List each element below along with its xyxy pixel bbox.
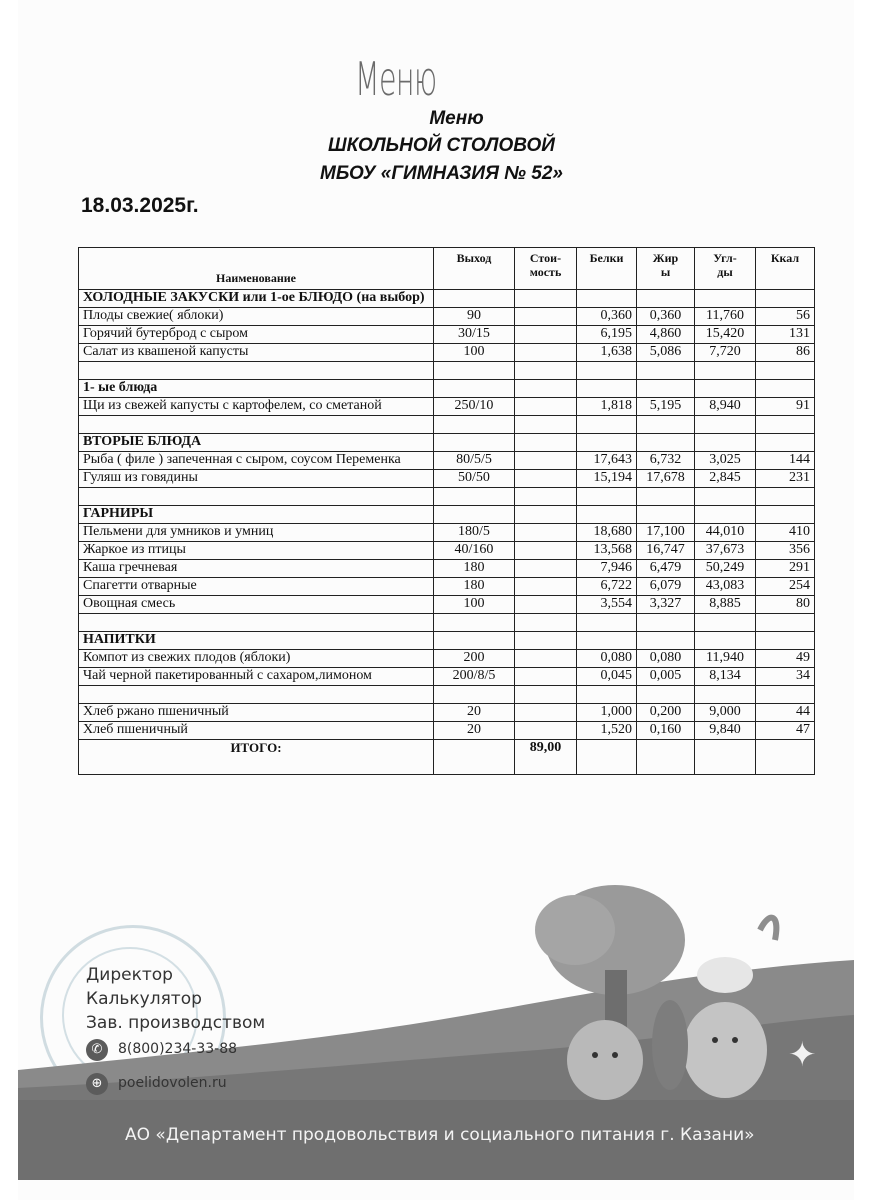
table-row [79,308,815,326]
dish-fat: 4,860 [637,326,695,344]
dish-name: Компот из свежих плодов (яблоки) [79,650,434,668]
dish-protein: 18,680 [577,524,637,542]
empty-cell [695,380,756,398]
dish-kcal: 34 [756,668,815,686]
dish-cost [515,470,577,488]
dish-fat: 0,005 [637,668,695,686]
dish-output: 20 [434,704,515,722]
dish-carbs: 3,025 [695,452,756,470]
dish-fat: 6,079 [637,578,695,596]
empty-cell [637,614,695,632]
total-row [79,740,815,775]
dish-fat: 0,200 [637,704,695,722]
dish-cost [515,344,577,362]
empty-cell [515,362,577,380]
dish-fat: 16,747 [637,542,695,560]
empty-cell [79,686,434,704]
dish-protein: 0,080 [577,650,637,668]
dish-carbs: 8,885 [695,596,756,614]
role-production-head: Зав. производством [86,1013,266,1033]
col-header-output: Выход [434,248,515,290]
table-row [79,470,815,488]
empty-cell [577,290,637,308]
table-row-blank [79,614,815,632]
empty-cell [695,614,756,632]
table-row [79,722,815,740]
table-section-row [79,506,815,524]
table-row [79,650,815,668]
mascot-illustration [520,870,820,1120]
dish-carbs: 7,720 [695,344,756,362]
empty-cell [695,686,756,704]
dish-name: Овощная смесь [79,596,434,614]
empty-cell [756,506,815,524]
empty-cell [79,488,434,506]
empty-cell [756,434,815,452]
dish-carbs: 2,845 [695,470,756,488]
empty-cell [637,506,695,524]
empty-cell [577,434,637,452]
empty-cell [434,416,515,434]
empty-cell [577,488,637,506]
star-decoration: ✦ [788,1037,817,1074]
dish-carbs: 9,840 [695,722,756,740]
total-label: ИТОГО: [79,740,434,775]
dish-kcal: 231 [756,470,815,488]
empty-cell [434,740,515,775]
dish-fat: 6,732 [637,452,695,470]
table-section-row [79,632,815,650]
phone-icon: ✆ [86,1039,108,1061]
dish-cost [515,542,577,560]
empty-cell [434,686,515,704]
dish-protein: 1,818 [577,398,637,416]
empty-cell [577,416,637,434]
table-section-row [79,380,815,398]
dish-cost [515,596,577,614]
table-row-blank [79,362,815,380]
dish-fat: 3,327 [637,596,695,614]
dish-carbs: 15,420 [695,326,756,344]
empty-cell [637,290,695,308]
dish-name: Салат из квашеной капусты [79,344,434,362]
dish-cost [515,578,577,596]
table-section-row [79,434,815,452]
dish-output: 200 [434,650,515,668]
page-subtitle: ШКОЛЬНОЙ СТОЛОВОЙ [328,135,555,156]
dish-name: Хлеб ржано пшеничный [79,704,434,722]
empty-cell [695,290,756,308]
role-calculator: Калькулятор [86,989,202,1009]
dish-kcal: 356 [756,542,815,560]
empty-cell [434,632,515,650]
footer-organization: АО «Департамент продовольствия и социального питания г. Казани» [125,1125,755,1145]
empty-cell [577,506,637,524]
empty-cell [637,686,695,704]
dish-protein: 3,554 [577,596,637,614]
table-row [79,596,815,614]
dish-carbs: 43,083 [695,578,756,596]
dish-name: Хлеб пшеничный [79,722,434,740]
table-row [79,452,815,470]
empty-cell [756,380,815,398]
empty-cell [756,686,815,704]
page-title: Меню [429,108,484,129]
empty-cell [79,362,434,380]
col-header-kcal: Ккал [756,248,815,290]
table-row [79,344,815,362]
table-row-blank [79,488,815,506]
dish-kcal: 131 [756,326,815,344]
total-cost: 89,00 [515,740,577,775]
empty-cell [434,614,515,632]
empty-cell [434,488,515,506]
empty-cell [756,740,815,775]
dish-kcal: 80 [756,596,815,614]
empty-cell [695,632,756,650]
dish-output: 90 [434,308,515,326]
table-section-row [79,290,815,308]
dish-protein: 6,195 [577,326,637,344]
col-header-carbs: Угл- ды [695,248,756,290]
dish-fat: 5,086 [637,344,695,362]
dish-protein: 0,045 [577,668,637,686]
contact-website: poelidovolen.ru [118,1075,227,1091]
dish-output: 80/5/5 [434,452,515,470]
empty-cell [79,416,434,434]
dish-cost [515,650,577,668]
dish-protein: 6,722 [577,578,637,596]
school-name: МБОУ «ГИМНАЗИЯ № 52» [320,163,563,184]
dish-carbs: 11,940 [695,650,756,668]
dish-name: Пельмени для умников и умниц [79,524,434,542]
dish-protein: 1,520 [577,722,637,740]
dish-protein: 1,638 [577,344,637,362]
table-row [79,326,815,344]
empty-cell [695,362,756,380]
dish-protein: 17,643 [577,452,637,470]
dish-cost [515,704,577,722]
dish-kcal: 254 [756,578,815,596]
dish-cost [515,668,577,686]
dish-output: 30/15 [434,326,515,344]
empty-cell [577,362,637,380]
dish-carbs: 50,249 [695,560,756,578]
dish-name: Жаркое из птицы [79,542,434,560]
table-row [79,668,815,686]
empty-cell [637,632,695,650]
dish-name: Щи из свежей капусты с картофелем, со сметаной [79,398,434,416]
table-row [79,398,815,416]
section-title: НАПИТКИ [79,632,434,650]
dish-fat: 0,160 [637,722,695,740]
dish-protein: 1,000 [577,704,637,722]
dish-carbs: 11,760 [695,308,756,326]
table-row [79,542,815,560]
dish-protein: 13,568 [577,542,637,560]
dish-output: 180 [434,560,515,578]
empty-cell [637,416,695,434]
handwritten-title: Меню [355,52,437,106]
col-header-cost: Стои- мость [515,248,577,290]
section-title: ГАРНИРЫ [79,506,434,524]
dish-carbs: 8,940 [695,398,756,416]
empty-cell [577,740,637,775]
dish-cost [515,326,577,344]
table-row [79,560,815,578]
dish-name: Горячий бутерброд с сыром [79,326,434,344]
empty-cell [695,416,756,434]
role-director: Директор [86,965,173,985]
dish-kcal: 144 [756,452,815,470]
dish-fat: 5,195 [637,398,695,416]
empty-cell [756,416,815,434]
dish-cost [515,398,577,416]
menu-date: 18.03.2025г. [81,194,199,217]
globe-icon: ⊕ [86,1073,108,1095]
dish-protein: 15,194 [577,470,637,488]
empty-cell [756,632,815,650]
empty-cell [434,290,515,308]
empty-cell [577,614,637,632]
dish-name: Гуляш из говядины [79,470,434,488]
menu-table [78,247,815,775]
dish-cost [515,560,577,578]
dish-output: 250/10 [434,398,515,416]
table-row [79,578,815,596]
empty-cell [756,614,815,632]
empty-cell [434,362,515,380]
dish-output: 40/160 [434,542,515,560]
dish-cost [515,722,577,740]
table-row [79,704,815,722]
section-title: ВТОРЫЕ БЛЮДА [79,434,434,452]
empty-cell [695,740,756,775]
dish-kcal: 49 [756,650,815,668]
empty-cell [515,380,577,398]
empty-cell [515,290,577,308]
empty-cell [637,380,695,398]
empty-cell [434,434,515,452]
empty-cell [756,488,815,506]
empty-cell [637,488,695,506]
dish-protein: 7,946 [577,560,637,578]
empty-cell [434,380,515,398]
empty-cell [637,434,695,452]
empty-cell [637,740,695,775]
contact-phone: 8(800)234-33-88 [118,1041,238,1057]
empty-cell [515,614,577,632]
table-row-blank [79,416,815,434]
signature-roles [86,963,265,1035]
col-header-fat: Жир ы [637,248,695,290]
subsection-title: 1- ые блюда [79,380,434,398]
empty-cell [756,290,815,308]
col-header-name: Наименование [79,248,434,290]
dish-carbs: 8,134 [695,668,756,686]
dish-output: 200/8/5 [434,668,515,686]
empty-cell [79,614,434,632]
empty-cell [434,506,515,524]
empty-cell [515,488,577,506]
dish-output: 180 [434,578,515,596]
dish-fat: 17,100 [637,524,695,542]
empty-cell [756,362,815,380]
dish-name: Спагетти отварные [79,578,434,596]
empty-cell [577,686,637,704]
empty-cell [695,434,756,452]
dish-fat: 0,360 [637,308,695,326]
dish-kcal: 56 [756,308,815,326]
empty-cell [515,416,577,434]
dish-fat: 6,479 [637,560,695,578]
dish-name: Чай черной пакетированный с сахаром,лимоном [79,668,434,686]
dish-kcal: 86 [756,344,815,362]
dish-output: 180/5 [434,524,515,542]
empty-cell [577,380,637,398]
dish-name: Каша гречневая [79,560,434,578]
dish-cost [515,524,577,542]
dish-name: Плоды свежие( яблоки) [79,308,434,326]
dish-fat: 17,678 [637,470,695,488]
dish-cost [515,452,577,470]
table-row-blank [79,686,815,704]
dish-kcal: 410 [756,524,815,542]
table-row [79,524,815,542]
dish-kcal: 291 [756,560,815,578]
empty-cell [577,632,637,650]
empty-cell [515,434,577,452]
section-title: ХОЛОДНЫЕ ЗАКУСКИ или 1-ое БЛЮДО (на выбор) [79,290,434,308]
empty-cell [515,506,577,524]
dish-fat: 0,080 [637,650,695,668]
empty-cell [515,632,577,650]
table-header-row [79,248,815,290]
empty-cell [695,506,756,524]
empty-cell [637,362,695,380]
dish-kcal: 44 [756,704,815,722]
dish-cost [515,308,577,326]
dish-name: Рыба ( филе ) запеченная с сыром, соусом Переменка [79,452,434,470]
dish-output: 20 [434,722,515,740]
dish-output: 100 [434,344,515,362]
dish-protein: 0,360 [577,308,637,326]
dish-output: 100 [434,596,515,614]
empty-cell [515,686,577,704]
dish-kcal: 47 [756,722,815,740]
dish-kcal: 91 [756,398,815,416]
dish-output: 50/50 [434,470,515,488]
dish-carbs: 9,000 [695,704,756,722]
dish-carbs: 37,673 [695,542,756,560]
dish-carbs: 44,010 [695,524,756,542]
empty-cell [695,488,756,506]
col-header-protein: Белки [577,248,637,290]
